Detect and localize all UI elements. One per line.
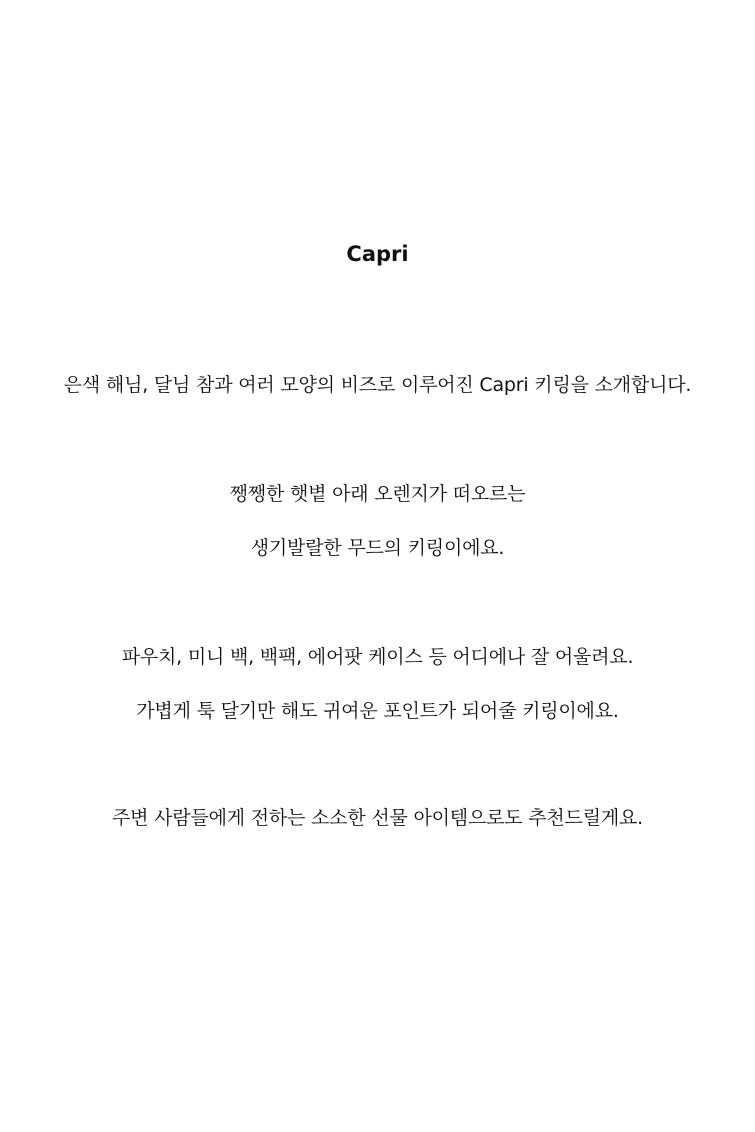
description-line-usage-2: 가볍게 툭 달기만 해도 귀여운 포인트가 되어줄 키링이에요.: [136, 700, 619, 722]
description-line-gift: 주변 사람들에게 전하는 소소한 선물 아이템으로도 추천드릴게요.: [111, 807, 644, 829]
description-paragraph-intro: 은색 해님, 달님 참과 여러 모양의 비즈로 이루어진 Capri 키링을 소개합니다.: [63, 374, 692, 396]
description-line-usage-1: 파우치, 미니 백, 백팩, 에어팟 케이스 등 어디에나 잘 어울려요.: [121, 646, 634, 668]
product-title: Capri: [346, 242, 409, 266]
description-line-mood-1: 쨍쨍한 햇볕 아래 오렌지가 떠오르는: [229, 483, 526, 505]
description-line-mood-2: 생기발랄한 무드의 키링이에요.: [250, 537, 505, 559]
